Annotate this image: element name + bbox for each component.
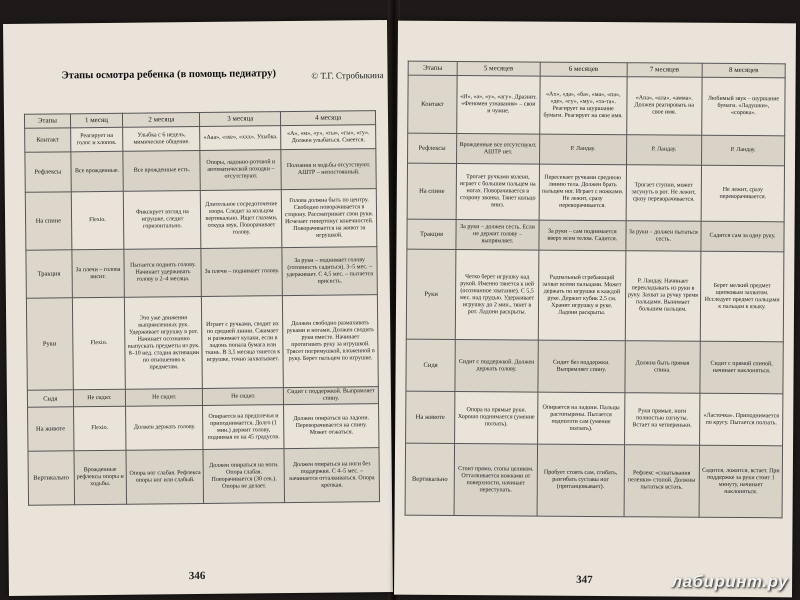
- table-cell: Должен держать голову.: [126, 405, 204, 450]
- table-cell: Flexio.: [71, 191, 124, 250]
- table-row: [407, 163, 784, 222]
- table-cell: Голова должна быть по центру. Свободно поворачивается в сторону. Рассматривает свои руки. Исчезает гипертонус конечностей. Поворачивается на живот за игрушкой.: [281, 189, 376, 248]
- table-cell: «Апа», «ала», «амма». Должен реагировать на свое имя.: [626, 77, 702, 136]
- table-row: [405, 443, 782, 518]
- table-cell: Пробует стоять сам, сгибать, разгибать суставы ног (пританцовывает).: [537, 444, 624, 517]
- table-row: [25, 125, 376, 153]
- row-label: Рефлексы: [408, 133, 457, 163]
- row-label: На животе: [406, 391, 455, 443]
- table-cell: Сидит без поддержки. Выпрямляет спину.: [538, 340, 625, 393]
- table-cell: Должен опираться на ноги. Опора слабая. Поворачивается (30 сек.). Опоры не делает.: [203, 449, 284, 504]
- table-cell: Ползания и ходьбы отсутствуют. АШТР – непостоянный.: [281, 149, 376, 190]
- table-cell: Это уже движения выпрямленных рук. Удерживает игрушку в рот. Начинает осознанно выпускать предметы из рук. 8–10 нед. стадия активации по отношению к предметам.: [125, 296, 203, 389]
- table-row: [406, 249, 784, 342]
- row-label: Руки: [26, 298, 73, 390]
- table-cell: Руки прямые, ноги полностью согнуты. Встает на четвереньки.: [624, 393, 700, 446]
- table-row: [408, 133, 785, 166]
- table-row: [408, 75, 785, 136]
- table-cell: За руки – должен пытаться сесть.: [626, 221, 702, 252]
- table-cell: Все врожденные.: [70, 151, 123, 192]
- table-cell: Опирается на ладони. Пальцы растопырены. Пытается подползти сам (умение ползать).: [537, 392, 624, 445]
- table-cell: Опирается на предплечья и приподнимается. Долго (1 мин.) держит голову, поднимая ее на 45 градусов.: [203, 405, 284, 450]
- row-label: Сидя: [27, 390, 73, 407]
- row-label: Рефлексы: [25, 152, 71, 192]
- table-cell: Опора на прямые руки. Хорошо поднимается (умение ползать).: [455, 392, 538, 445]
- table-cell: Р. Ландау.: [626, 135, 702, 166]
- table-cell: Фиксирует взгляд на игрушке, следит горизонтально.: [124, 190, 202, 249]
- table-cell: За плечи – поднимает голову.: [201, 248, 282, 297]
- table-cell: «Ах», «да», «ба», «ма», «па», «де», «гу», «му», «та-та». Реагирует на шуршание бумаги. Реагирует на свое имя.: [540, 76, 627, 135]
- table-cell: Врожденные рефлексы опоры и ходьбы.: [74, 450, 127, 505]
- table-cell: «А», «м», «у», «гы», «гы», «гу». Должен улыбаться. Смеется.: [281, 125, 376, 150]
- row-label: На спине: [407, 163, 456, 219]
- table-cell: Должна быть прямая спина.: [625, 341, 701, 394]
- table-cell: Не сидит.: [203, 388, 284, 406]
- table-row: [28, 448, 380, 506]
- table-cell: Сидит с поддержкой. Должен держать голову.: [455, 340, 538, 393]
- table-cell: Улыбка с 6 недель, мимическое общение.: [123, 126, 200, 151]
- table-cell: «Ааа», «эхе», «ххх». Улыбка.: [200, 126, 281, 151]
- table-cell: Играет с ручками, сводит их по средней линии. Сжимает и разжимает кулаки, если в ладонь попала бумага или ткань. В 3,5 месяца тянется к игрушке, точно захватывает.: [202, 296, 284, 389]
- column-header: Этапы: [24, 114, 70, 128]
- column-header: 3 месяца: [200, 112, 281, 127]
- column-header: 6 месяцев: [540, 62, 627, 77]
- column-header: 2 месяца: [123, 112, 200, 127]
- right-page: [394, 21, 796, 598]
- document-title: Этапы осмотра ребенка (в помощь педиатру): [61, 68, 276, 82]
- table-row: [26, 247, 377, 299]
- row-label: Тракция: [26, 250, 72, 298]
- table-cell: За руки – сам поднимается вверх всем телом. Садится.: [539, 220, 626, 251]
- table-row: [25, 189, 377, 251]
- row-label: Контакт: [25, 128, 71, 152]
- table-cell: Любимый звук – шуршание бумаги. «Ладушки», «сорока».: [702, 77, 785, 136]
- table-cell: Не сидит.: [73, 389, 126, 407]
- column-header: Этапы: [408, 61, 457, 75]
- table-cell: Должен свободно размахивать руками и ногами. Должен сводить руки вместе. Начинает протягивать руку за игрушкой. Трясет погремушкой, вложенной в руку. Берет пальцем по игрушке.: [283, 295, 379, 388]
- table-row: [406, 339, 783, 394]
- left-page: [3, 20, 393, 596]
- column-header: 1 месяц: [70, 113, 123, 128]
- table-cell: Пытается поднять голову. Начинает удерживать голову в 2–4 месяца.: [124, 248, 202, 297]
- table-row: [406, 391, 783, 446]
- table-cell: Рефлекс «схватывания пеленки» стопой. Должны пытаться встать.: [624, 445, 700, 518]
- table-cell: Не сидит.: [126, 388, 203, 406]
- row-label: Руки: [406, 249, 456, 339]
- table-cell: Садится сам за одну руку.: [701, 221, 784, 252]
- table-cell: Сидит с прямой спиной, начинает наклоняться.: [700, 341, 783, 394]
- table-cell: Все врожденные есть.: [123, 150, 201, 191]
- table-row: [28, 404, 379, 452]
- row-label: Тракция: [407, 219, 456, 249]
- milestones-table-left: [24, 110, 380, 506]
- table-cell: Flexio.: [72, 297, 126, 390]
- table-cell: Врожденные все отсутствуют. АШТР нет.: [457, 134, 540, 165]
- row-label: Вертикально: [28, 451, 74, 505]
- table-cell: Р. Ландау.: [539, 134, 626, 165]
- row-label: На животе: [28, 407, 74, 451]
- table-cell: Длительное сосредоточение взора. Следит за кольцом вертикально. Ищет глазами, откуда звук. Поворачивает голову.: [201, 190, 282, 249]
- table-cell: Р. Ландау.: [702, 135, 785, 166]
- row-label: Вертикально: [405, 443, 455, 515]
- table-cell: Р. Ландау. Начинает перекладывать из руки в руку. Захват за ручку тремя пальцами. Вынимает большим пальцем.: [625, 251, 701, 342]
- document-author: © Т.Г. Стробыкина: [311, 70, 384, 81]
- watermark-logo: лабиринт.ру: [671, 572, 788, 591]
- row-label: Сидя: [406, 339, 455, 391]
- table-cell: Не лежит, сразу переворачивается.: [701, 165, 784, 222]
- table-cell: Садится, ложится, встает. При поддержке за руки стоит 1 минуту, начинает наклоняться.: [699, 445, 782, 518]
- table-cell: Пересекает ручками среднюю линию тела. Должен брать пальцем ног. Играет с ножками. Не лежит, сразу переворачивается.: [539, 164, 626, 221]
- table-cell: Сидит с поддержкой. Выпрямляет спину.: [284, 387, 379, 405]
- table-cell: За руки – поднимает голову (готовность садиться). 3–5 мес. – удерживает. С 4,5 мес. – пытается присесть.: [282, 247, 377, 296]
- table-cell: Опора ног слабая. Рефлекса опоры ног или слабый.: [126, 449, 204, 504]
- table-cell: Flexio.: [73, 406, 126, 451]
- column-header: 5 месяцев: [457, 62, 540, 77]
- table-cell: Берет мелкий предмет щипковым захватом. Исследует предмет пальцами к пальцам к языку.: [700, 251, 784, 342]
- table-cell: За руки – должен сесть. Если не держит голову – выпрямляет.: [456, 220, 539, 251]
- table-cell: Должен опираться на ладони. Переворачивается на спину. Может отжаться.: [284, 404, 379, 449]
- row-label: Контакт: [408, 75, 457, 133]
- table-cell: Радиальный сгребающий захват всеми пальцами. Может держать по игрушке в каждой руке. Держит кубик 2,5 см. Хранит игрушку в руке. Ладони раскрыты.: [538, 250, 625, 341]
- table-row: [26, 295, 378, 391]
- title-block: [61, 62, 383, 81]
- table-cell: За плечи – голова висит.: [72, 249, 125, 298]
- column-header: 7 месяцев: [627, 63, 702, 78]
- column-header: 8 месяцев: [702, 63, 785, 78]
- page-number: 347: [576, 573, 593, 586]
- table-cell: Стоит прямо, стопы целиком. Отталкивается ножками от поверхности, начинает переступать.: [454, 444, 537, 517]
- table-cell: Четко берет игрушку над рукой. Именно тянется к ней (осознанное хватание). С 5,5 мес. над грудью. Удерживает игрушку до 2 мин., тянет в рот. Ладони раскрыты.: [455, 250, 539, 341]
- table-row: [25, 149, 376, 193]
- table-cell: Опоры, ладонно-ротовой и автоматической походки – отсутствуют.: [200, 150, 281, 191]
- table-cell: «Ласточка». Приподнимается по кругу. Пытается ползать.: [700, 393, 783, 446]
- page-number: 346: [188, 569, 206, 583]
- table-cell: Трогает ступни, может засунуть в рот. Не лежит, сразу переворачивается.: [626, 165, 702, 222]
- table-cell: Трогает ручками колени, играет с большим пальцем на ногах. Поворачивается в сторону звонка. Тянет кольцо вниз.: [456, 164, 539, 221]
- column-header: 4 месяца: [281, 111, 376, 126]
- milestones-table-right: [405, 61, 786, 519]
- table-cell: Должен опираться на ноги без поддержки. С 4–5 мес. – начинается отталкиваться. Опора крепкая.: [284, 448, 379, 503]
- row-label: На спине: [25, 192, 71, 250]
- table-row: [407, 219, 784, 252]
- table-cell: «И», «а», «у», «агу». Дразнит. «Феномен узнавания» – свои и чужие.: [457, 76, 540, 135]
- table-cell: Реагирует на голос и хлопок.: [70, 127, 123, 152]
